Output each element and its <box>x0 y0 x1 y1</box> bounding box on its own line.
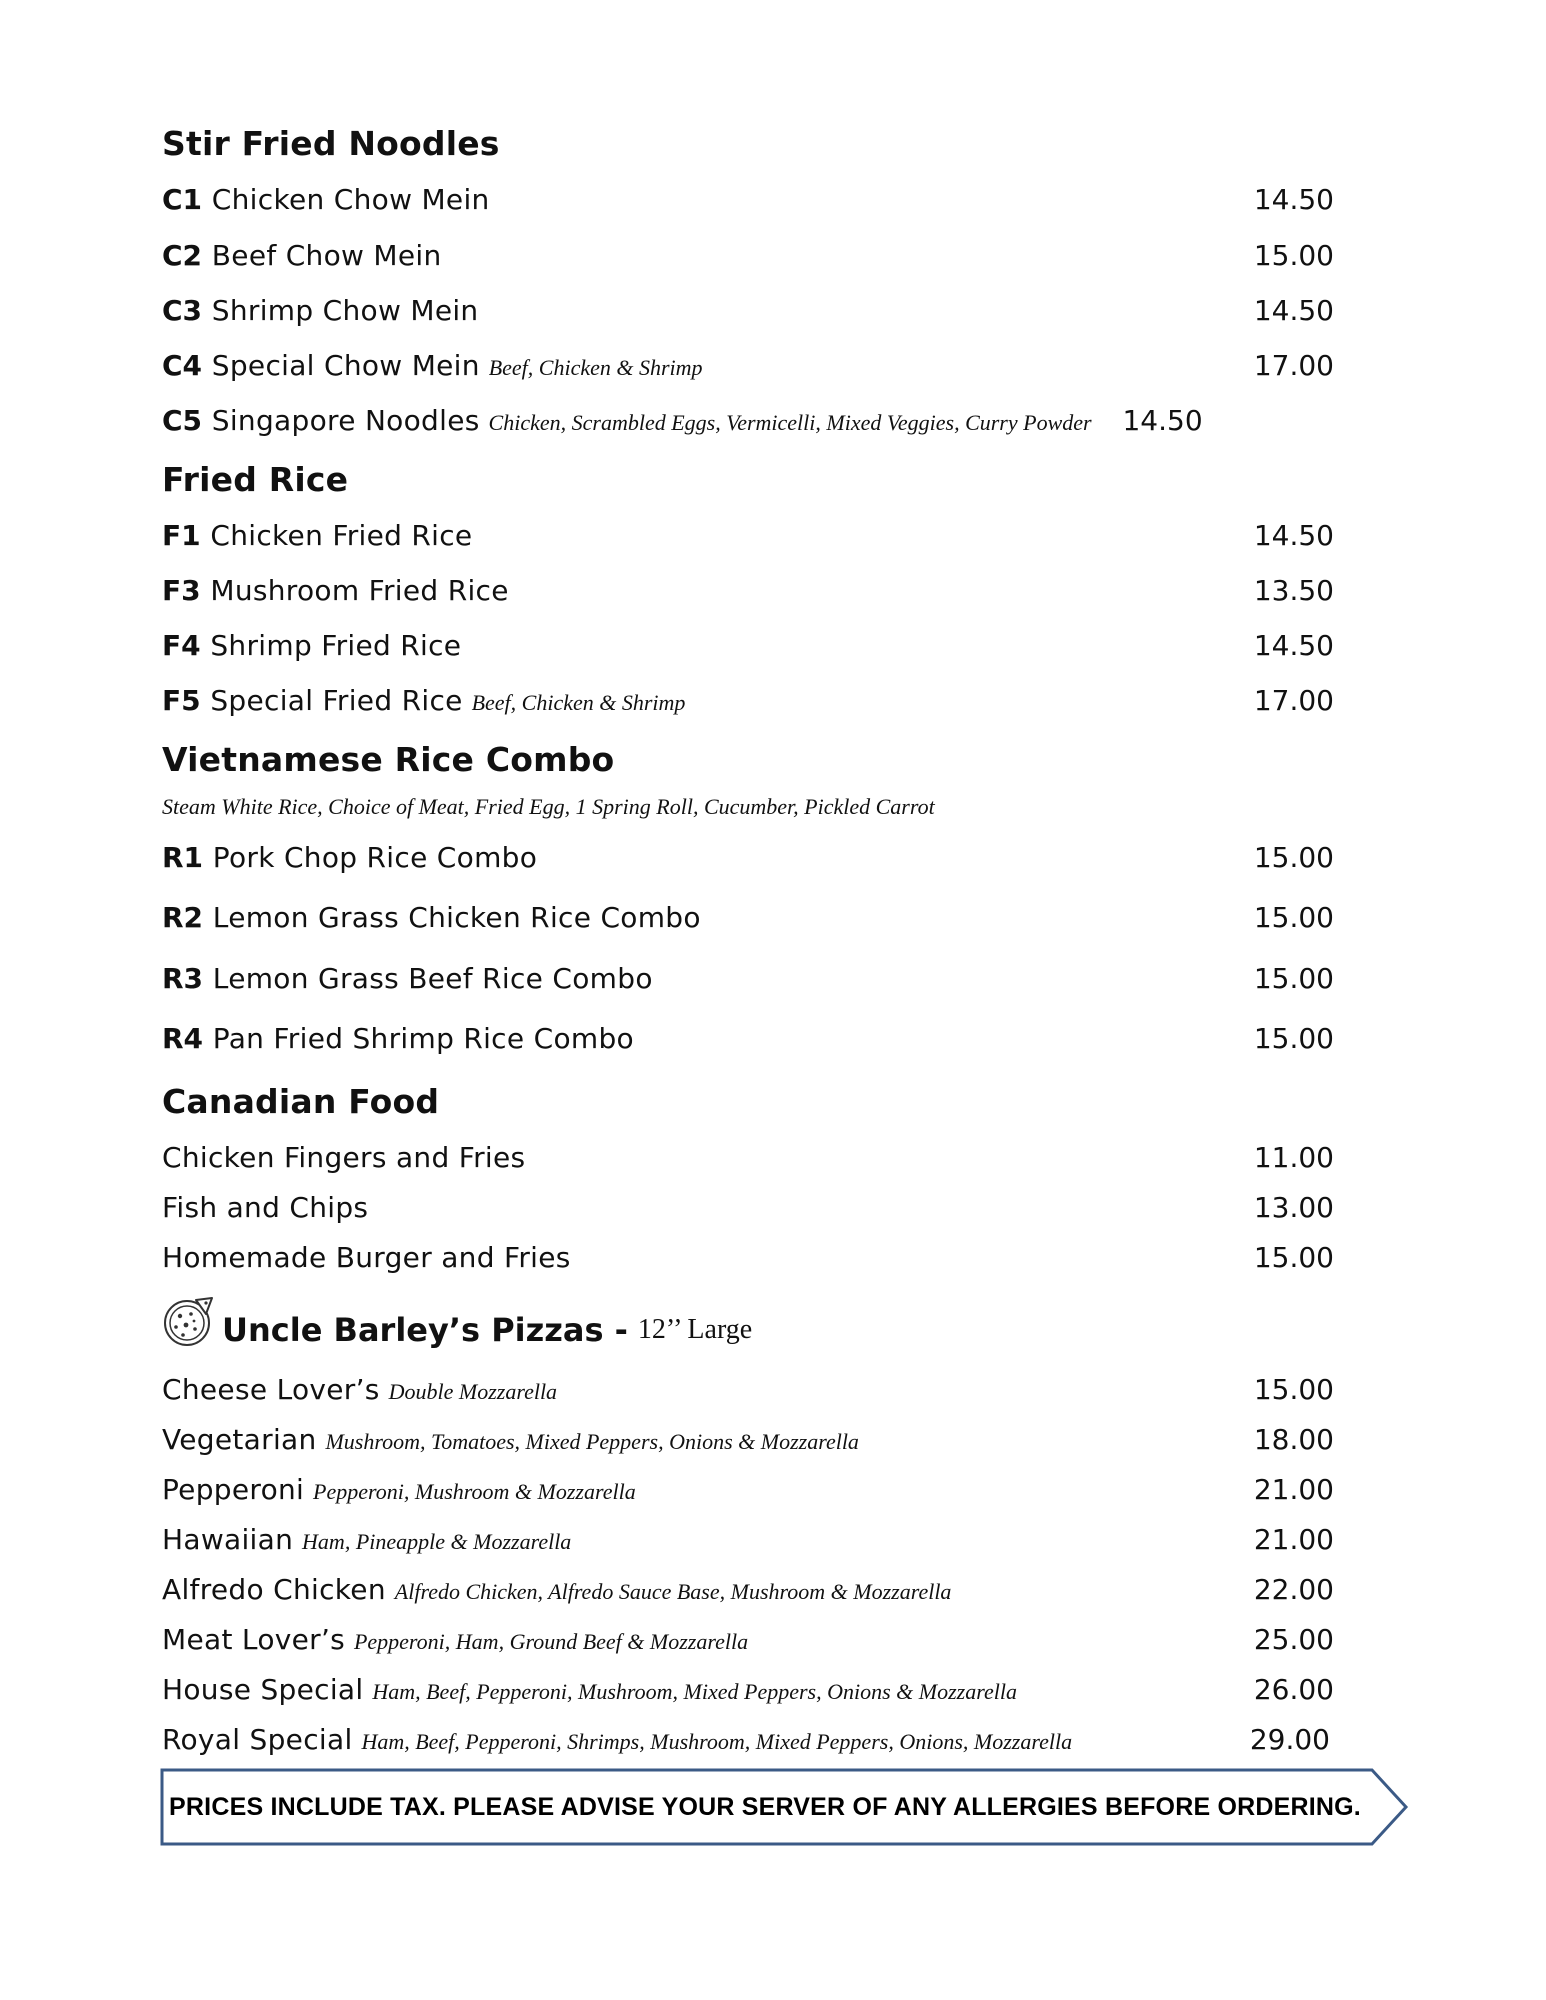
section-note: Steam White Rice, Choice of Meat, Fried Egg, 1 Spring Roll, Cucumber, Pickled Carrot <box>162 794 935 819</box>
item-description: Ham, Pineapple & Mozzarella <box>302 1529 572 1554</box>
item-code: R1 <box>162 841 213 874</box>
menu-item <box>162 626 1546 666</box>
item-price: 15.00 <box>1253 962 1334 995</box>
pizza-size: 12’’ Large <box>637 1314 753 1345</box>
item-code: F4 <box>162 629 211 662</box>
item-code: R3 <box>162 962 213 995</box>
item-code: F5 <box>162 684 211 717</box>
menu-item <box>162 1670 1546 1710</box>
item-price: 14.50 <box>1122 404 1203 437</box>
item-price: 17.00 <box>1253 684 1334 717</box>
item-code: R4 <box>162 1022 213 1055</box>
item-description: Beef, Chicken & Shrimp <box>488 355 703 380</box>
menu-item <box>162 1470 1546 1510</box>
item-name: Shrimp Fried Rice <box>210 629 462 662</box>
item-name: Special Chow Mein <box>211 349 480 382</box>
item-description: Ham, Beef, Pepperoni, Mushroom, Mixed Peppers, Onions & Mozzarella <box>372 1679 1017 1704</box>
item-price: 17.00 <box>1253 349 1334 382</box>
menu-item <box>162 1238 1546 1278</box>
item-price: 25.00 <box>1253 1623 1334 1656</box>
menu-item <box>162 1420 1546 1460</box>
menu-item <box>162 681 1546 721</box>
item-name: Royal Special <box>162 1723 353 1756</box>
item-price: 18.00 <box>1253 1423 1334 1456</box>
item-name: Fish and Chips <box>162 1191 369 1224</box>
menu-item <box>162 1620 1546 1660</box>
item-code: C3 <box>162 294 212 327</box>
menu-item <box>162 291 1546 331</box>
item-description: Chicken, Scrambled Eggs, Vermicelli, Mixed Veggies, Curry Powder <box>488 410 1092 435</box>
item-name: Lemon Grass Chicken Rice Combo <box>212 901 701 934</box>
menu-item <box>162 180 1546 220</box>
item-name: Chicken Fingers and Fries <box>162 1141 526 1174</box>
item-name: Homemade Burger and Fries <box>162 1241 571 1274</box>
menu-item <box>162 236 1546 276</box>
item-code: C4 <box>162 349 212 382</box>
menu-item <box>162 516 1546 556</box>
menu-item <box>162 898 1546 938</box>
menu-item <box>162 571 1546 611</box>
item-description: Beef, Chicken & Shrimp <box>471 690 686 715</box>
item-price: 22.00 <box>1253 1573 1334 1606</box>
item-name: Lemon Grass Beef Rice Combo <box>212 962 653 995</box>
item-name: Pepperoni <box>162 1473 305 1506</box>
pizza-section-title: Uncle Barley’s Pizzas - <box>222 1311 628 1349</box>
item-name: Vegetarian <box>162 1423 317 1456</box>
item-name: Cheese Lover’s <box>162 1373 380 1406</box>
section-title-pizzas <box>162 1288 752 1348</box>
item-price: 14.50 <box>1253 183 1334 216</box>
item-code: F3 <box>162 574 211 607</box>
item-price: 21.00 <box>1253 1473 1334 1506</box>
item-price: 21.00 <box>1253 1523 1334 1556</box>
item-description: Mushroom, Tomatoes, Mixed Peppers, Onions & Mozzarella <box>325 1429 859 1454</box>
item-name: Special Fried Rice <box>210 684 463 717</box>
menu-item <box>162 1370 1546 1410</box>
menu-item <box>162 401 1546 441</box>
item-name: Chicken Chow Mein <box>211 183 490 216</box>
menu-item <box>162 1520 1546 1560</box>
item-code: R2 <box>162 901 213 934</box>
item-description: Pepperoni, Mushroom & Mozzarella <box>313 1479 636 1504</box>
menu-item <box>162 838 1546 878</box>
menu-item <box>162 346 1546 386</box>
item-name: Hawaiian <box>162 1523 294 1556</box>
section-title-stir-fried-noodles: Stir Fried Noodles <box>162 124 500 163</box>
pizza-icon <box>162 1294 216 1348</box>
section-title-vietnamese-rice-combo: Vietnamese Rice Combo <box>162 740 615 779</box>
item-price: 15.00 <box>1253 841 1334 874</box>
menu-item <box>162 1138 1546 1178</box>
item-code: C5 <box>162 404 212 437</box>
menu-item <box>162 1720 1546 1760</box>
item-name: House Special <box>162 1673 364 1706</box>
item-code: F1 <box>162 519 211 552</box>
menu-item <box>162 1570 1546 1610</box>
item-description: Ham, Beef, Pepperoni, Shrimps, Mushroom, Mixed Peppers, Onions, Mozzarella <box>361 1729 1073 1754</box>
allergy-notice-banner <box>160 1768 1410 1846</box>
item-name: Meat Lover’s <box>162 1623 346 1656</box>
menu-item <box>162 1188 1546 1228</box>
item-name: Chicken Fried Rice <box>210 519 473 552</box>
item-name: Singapore Noodles <box>211 404 480 437</box>
section-title-fried-rice: Fried Rice <box>162 460 349 499</box>
item-price: 13.50 <box>1253 574 1334 607</box>
section-title-canadian-food: Canadian Food <box>162 1082 440 1121</box>
item-description: Pepperoni, Ham, Ground Beef & Mozzarella <box>353 1629 749 1654</box>
item-name: Pan Fried Shrimp Rice Combo <box>212 1022 634 1055</box>
item-description: Alfredo Chicken, Alfredo Sauce Base, Mushroom & Mozzarella <box>394 1579 952 1604</box>
menu-item <box>162 1019 1546 1059</box>
item-code: C1 <box>162 183 212 216</box>
item-description: Double Mozzarella <box>388 1379 558 1404</box>
item-name: Mushroom Fried Rice <box>210 574 509 607</box>
item-name: Beef Chow Mein <box>211 239 442 272</box>
item-price: 11.00 <box>1253 1141 1334 1174</box>
item-price: 13.00 <box>1253 1191 1334 1224</box>
item-price: 29.00 <box>1249 1723 1330 1756</box>
item-name: Alfredo Chicken <box>162 1573 386 1606</box>
item-name: Pork Chop Rice Combo <box>212 841 538 874</box>
item-name: Shrimp Chow Mein <box>211 294 479 327</box>
menu-item <box>162 959 1546 999</box>
item-price: 15.00 <box>1253 1373 1334 1406</box>
item-price: 26.00 <box>1253 1673 1334 1706</box>
item-price: 15.00 <box>1253 901 1334 934</box>
item-price: 15.00 <box>1253 1022 1334 1055</box>
item-code: C2 <box>162 239 212 272</box>
item-price: 14.50 <box>1253 294 1334 327</box>
banner-text: PRICES INCLUDE TAX. PLEASE ADVISE YOUR SERVER OF ANY ALLERGIES BEFORE ORDERING. <box>169 1792 1361 1821</box>
item-price: 15.00 <box>1253 1241 1334 1274</box>
item-price: 14.50 <box>1253 519 1334 552</box>
item-price: 15.00 <box>1253 239 1334 272</box>
item-price: 14.50 <box>1253 629 1334 662</box>
